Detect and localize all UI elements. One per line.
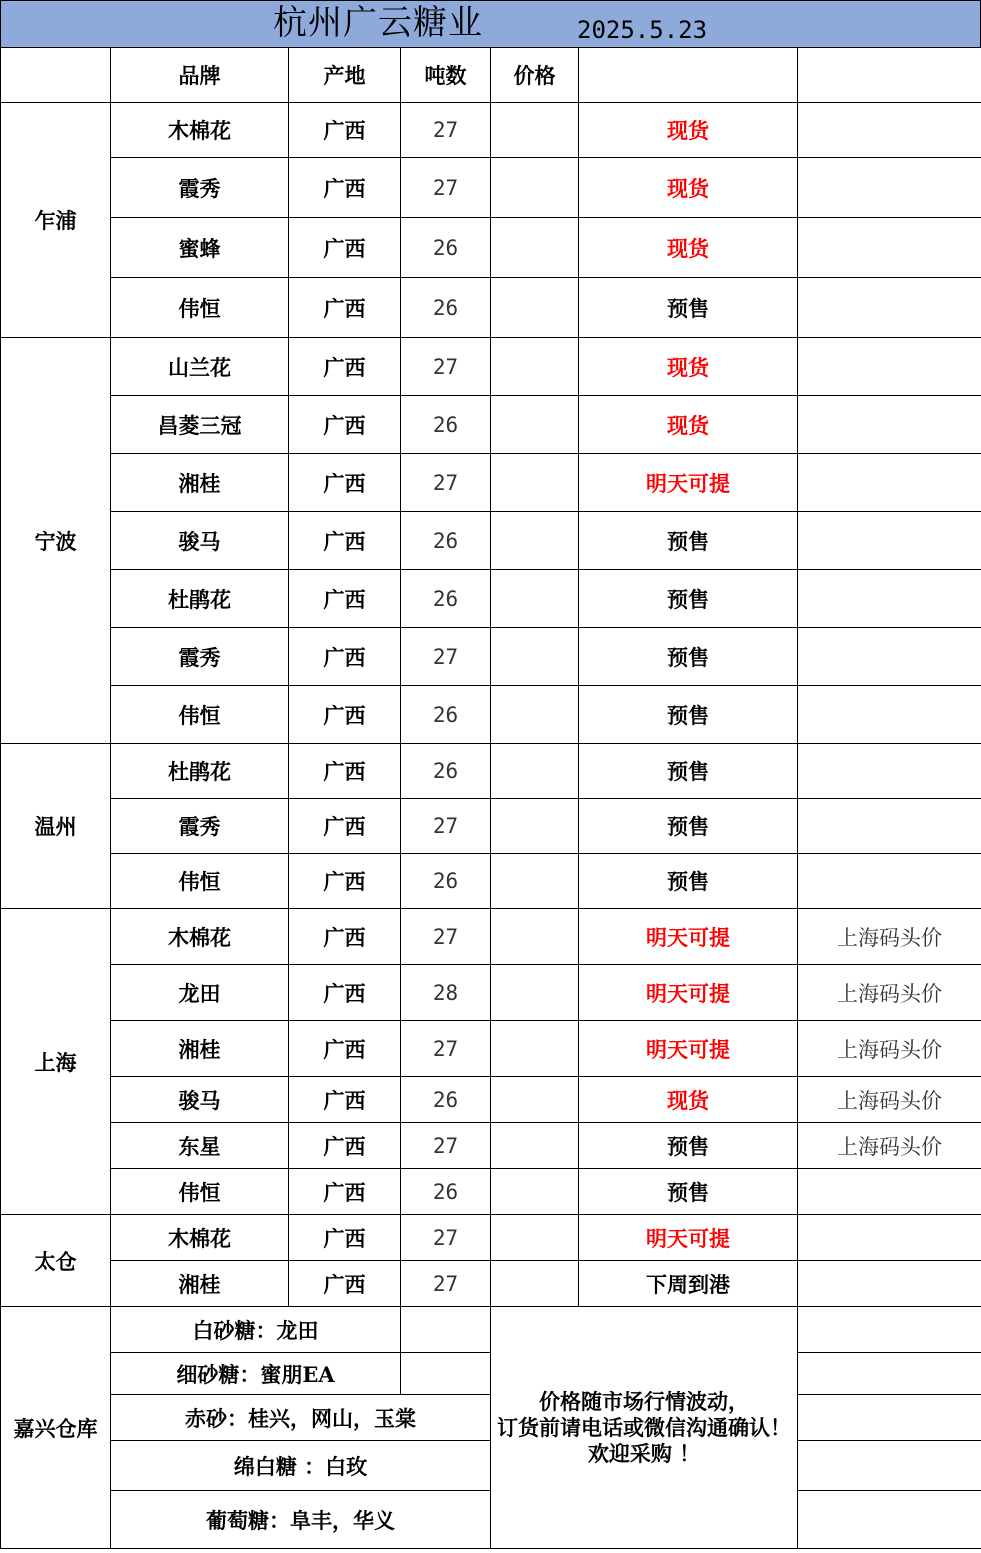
title-bar	[0, 0, 981, 48]
status-cell: 预售	[579, 854, 798, 909]
origin-cell: 广西	[289, 628, 401, 686]
origin-cell: 广西	[289, 454, 401, 512]
tons-cell: 26	[401, 512, 491, 570]
table-row	[1, 744, 981, 799]
note-cell: 上海码头价	[798, 965, 981, 1021]
region-cell: 乍浦	[1, 103, 111, 338]
region-cell: 太仓	[1, 1215, 111, 1307]
brand-cell: 伟恒	[111, 854, 289, 909]
tons-cell: 26	[401, 854, 491, 909]
price-cell	[491, 628, 579, 686]
note-cell	[798, 396, 981, 454]
header-origin: 产地	[289, 48, 401, 103]
table-row	[1, 1077, 981, 1123]
product-cell: 葡萄糖：阜丰，华义	[111, 1491, 491, 1549]
tons-cell: 28	[401, 965, 491, 1021]
note-cell	[798, 1395, 981, 1441]
product-cell: 赤砂：桂兴，网山，玉棠	[111, 1395, 491, 1441]
table-row	[1, 1169, 981, 1215]
note-cell	[798, 686, 981, 744]
note-cell	[798, 454, 981, 512]
brand-cell: 杜鹃花	[111, 744, 289, 799]
sheet-date: 2025.5.23	[577, 16, 708, 44]
origin-cell: 广西	[289, 1123, 401, 1169]
tons-cell: 27	[401, 1021, 491, 1077]
note-cell	[798, 1307, 981, 1353]
table-row	[1, 909, 981, 965]
brand-cell: 杜鹃花	[111, 570, 289, 628]
price-cell	[491, 799, 579, 854]
note-cell	[798, 1261, 981, 1307]
status-cell: 预售	[579, 570, 798, 628]
status-cell: 预售	[579, 1123, 798, 1169]
sheet-title: 杭州广云糖业	[273, 3, 483, 43]
notice-line: 价格随市场行情波动，	[539, 1388, 749, 1414]
brand-cell: 木棉花	[111, 103, 289, 158]
status-cell: 现货	[579, 1077, 798, 1123]
note-cell	[798, 278, 981, 338]
price-cell	[491, 338, 579, 396]
price-cell	[491, 909, 579, 965]
origin-cell: 广西	[289, 103, 401, 158]
status-cell: 预售	[579, 628, 798, 686]
note-cell: 上海码头价	[798, 1021, 981, 1077]
header-region	[1, 48, 111, 103]
price-cell	[491, 965, 579, 1021]
note-cell: 上海码头价	[798, 1077, 981, 1123]
brand-cell: 昌菱三冠	[111, 396, 289, 454]
origin-cell: 广西	[289, 396, 401, 454]
table-row	[1, 799, 981, 854]
table-row	[1, 1021, 981, 1077]
tons-cell: 27	[401, 454, 491, 512]
region-cell: 上海	[1, 909, 111, 1215]
status-cell: 预售	[579, 512, 798, 570]
price-cell	[491, 1077, 579, 1123]
price-cell	[491, 218, 579, 278]
header-tons: 吨数	[401, 48, 491, 103]
brand-cell: 伟恒	[111, 686, 289, 744]
origin-cell: 广西	[289, 1261, 401, 1307]
table-row	[1, 512, 981, 570]
price-cell	[491, 1169, 579, 1215]
brand-cell: 骏马	[111, 512, 289, 570]
tons-cell: 27	[401, 338, 491, 396]
note-cell	[798, 158, 981, 218]
price-cell	[491, 570, 579, 628]
price-cell	[491, 1021, 579, 1077]
origin-cell: 广西	[289, 744, 401, 799]
region-cell: 温州	[1, 744, 111, 909]
table-row	[1, 854, 981, 909]
status-cell: 现货	[579, 338, 798, 396]
tons-cell: 27	[401, 1123, 491, 1169]
tons-cell: 26	[401, 218, 491, 278]
origin-cell: 广西	[289, 965, 401, 1021]
note-cell	[798, 103, 981, 158]
tons-cell: 27	[401, 1261, 491, 1307]
brand-cell: 湘桂	[111, 454, 289, 512]
status-cell: 预售	[579, 744, 798, 799]
price-cell	[491, 278, 579, 338]
brand-cell: 湘桂	[111, 1261, 289, 1307]
notice-cell	[491, 1307, 798, 1549]
status-cell: 现货	[579, 158, 798, 218]
header-status	[579, 48, 798, 103]
warehouse-row	[1, 1307, 981, 1353]
tons-cell: 26	[401, 570, 491, 628]
note-cell	[798, 1353, 981, 1395]
notice-line: 订货前请电话或微信沟通确认！	[497, 1414, 791, 1440]
note-cell	[798, 854, 981, 909]
table-row	[1, 396, 981, 454]
region-cell: 宁波	[1, 338, 111, 744]
origin-cell: 广西	[289, 909, 401, 965]
product-cell: 细砂糖：蜜朋EA	[111, 1353, 401, 1395]
origin-cell: 广西	[289, 799, 401, 854]
status-cell: 明天可提	[579, 909, 798, 965]
brand-cell: 霞秀	[111, 799, 289, 854]
brand-cell: 龙田	[111, 965, 289, 1021]
brand-cell: 山兰花	[111, 338, 289, 396]
header-note	[798, 48, 981, 103]
status-cell: 下周到港	[579, 1261, 798, 1307]
price-cell	[491, 396, 579, 454]
price-cell	[491, 1215, 579, 1261]
origin-cell: 广西	[289, 1077, 401, 1123]
note-cell	[798, 1441, 981, 1491]
tons-cell: 27	[401, 1215, 491, 1261]
note-cell: 上海码头价	[798, 1123, 981, 1169]
note-cell	[798, 512, 981, 570]
price-cell	[491, 454, 579, 512]
price-cell	[491, 158, 579, 218]
product-cell: 白砂糖：龙田	[111, 1307, 401, 1353]
origin-cell: 广西	[289, 686, 401, 744]
status-cell: 预售	[579, 1169, 798, 1215]
status-cell: 预售	[579, 278, 798, 338]
table-row	[1, 1261, 981, 1307]
table-row	[1, 628, 981, 686]
status-cell: 现货	[579, 103, 798, 158]
brand-cell: 霞秀	[111, 628, 289, 686]
brand-cell: 蜜蜂	[111, 218, 289, 278]
product-cell: 绵白糖 ：白玫	[111, 1441, 491, 1491]
note-cell	[798, 628, 981, 686]
note-cell	[798, 1215, 981, 1261]
warehouse-name-cell: 嘉兴仓库	[1, 1307, 111, 1549]
tons-cell: 26	[401, 1077, 491, 1123]
price-cell	[491, 512, 579, 570]
status-cell: 预售	[579, 799, 798, 854]
status-cell: 明天可提	[579, 454, 798, 512]
brand-cell: 骏马	[111, 1077, 289, 1123]
tons-cell: 27	[401, 158, 491, 218]
note-cell	[798, 1169, 981, 1215]
price-table	[0, 47, 981, 1549]
status-cell: 明天可提	[579, 1021, 798, 1077]
origin-cell: 广西	[289, 1169, 401, 1215]
table-row	[1, 218, 981, 278]
tons-cell: 26	[401, 686, 491, 744]
status-cell: 现货	[579, 396, 798, 454]
header-price: 价格	[491, 48, 579, 103]
tons-cell: 27	[401, 628, 491, 686]
table-row	[1, 338, 981, 396]
origin-cell: 广西	[289, 570, 401, 628]
brand-cell: 湘桂	[111, 1021, 289, 1077]
table-row	[1, 158, 981, 218]
price-cell	[491, 103, 579, 158]
status-cell: 现货	[579, 218, 798, 278]
brand-cell: 东星	[111, 1123, 289, 1169]
brand-cell: 木棉花	[111, 1215, 289, 1261]
status-cell: 明天可提	[579, 965, 798, 1021]
note-cell	[798, 799, 981, 854]
origin-cell: 广西	[289, 218, 401, 278]
tons-cell: 27	[401, 799, 491, 854]
table-row	[1, 965, 981, 1021]
price-cell	[491, 1261, 579, 1307]
brand-cell: 霞秀	[111, 158, 289, 218]
tons-cell: 27	[401, 909, 491, 965]
tons-cell: 26	[401, 278, 491, 338]
price-cell	[491, 1123, 579, 1169]
price-cell	[491, 686, 579, 744]
table-row	[1, 570, 981, 628]
origin-cell: 广西	[289, 854, 401, 909]
status-cell: 明天可提	[579, 1215, 798, 1261]
note-cell	[798, 570, 981, 628]
notice-line: 欢迎采购 ！	[587, 1440, 701, 1466]
tons-cell: 26	[401, 396, 491, 454]
origin-cell: 广西	[289, 338, 401, 396]
tons-cell: 26	[401, 1169, 491, 1215]
header-row	[1, 48, 981, 103]
tons-cell: 27	[401, 103, 491, 158]
table-row	[1, 686, 981, 744]
origin-cell: 广西	[289, 278, 401, 338]
table-row	[1, 278, 981, 338]
note-cell	[798, 1491, 981, 1549]
status-cell: 预售	[579, 686, 798, 744]
brand-cell: 伟恒	[111, 1169, 289, 1215]
table-row	[1, 454, 981, 512]
brand-cell: 伟恒	[111, 278, 289, 338]
origin-cell: 广西	[289, 158, 401, 218]
origin-cell: 广西	[289, 1021, 401, 1077]
price-cell	[491, 854, 579, 909]
origin-cell: 广西	[289, 1215, 401, 1261]
table-row	[1, 1123, 981, 1169]
table-row	[1, 1215, 981, 1261]
note-cell: 上海码头价	[798, 909, 981, 965]
price-cell	[491, 744, 579, 799]
note-cell	[798, 338, 981, 396]
table-row	[1, 103, 981, 158]
origin-cell: 广西	[289, 512, 401, 570]
blank-cell	[401, 1353, 491, 1395]
tons-cell: 26	[401, 744, 491, 799]
header-brand: 品牌	[111, 48, 289, 103]
blank-cell	[401, 1307, 491, 1353]
note-cell	[798, 218, 981, 278]
brand-cell: 木棉花	[111, 909, 289, 965]
note-cell	[798, 744, 981, 799]
